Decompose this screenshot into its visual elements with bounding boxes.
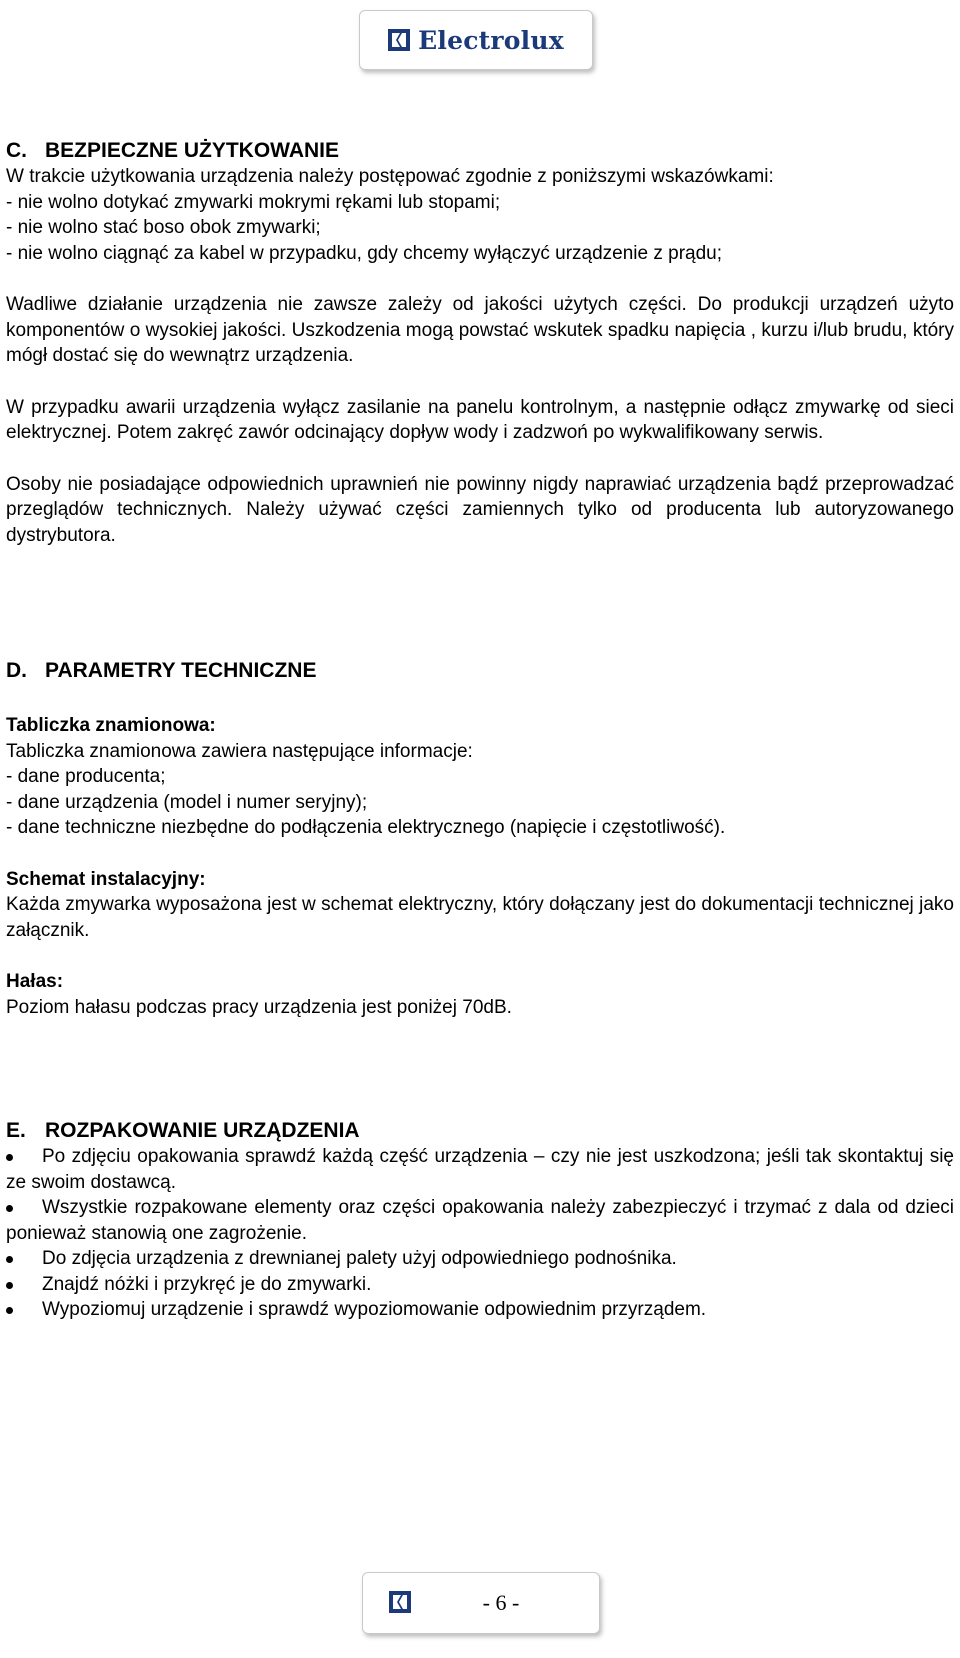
- noise-title: Hałas:: [6, 971, 64, 992]
- rule-item: - nie wolno stać boso obok zmywarki;: [6, 217, 321, 238]
- section-c-intro: W trakcie użytkowania urządzenia należy postępować zgodnie z poniższymi wskazówkami:: [6, 166, 774, 187]
- section-number: D.: [6, 659, 27, 682]
- plate-intro: Tabliczka znamionowa zawiera następujące informacje:: [6, 740, 473, 762]
- paragraph: Wadliwe działanie urządzenia nie zawsze zależy od jakości użytych części. Do produkcji urządzeń użyto komponentów o wysokiej jakości. Uszkodzenia mogą powstać wskutek spadku napięcia , kurzu i/lub brudu, który mógł dostać się do wewnątrz urządzenia.: [6, 294, 954, 366]
- list-item: Do zdjęcia urządzenia z drewnianej palety użyj odpowiedniego podnośnika.: [6, 1246, 954, 1272]
- noise-text: Poziom hałasu podczas pracy urządzenia jest poniżej 70dB.: [6, 996, 512, 1018]
- rule-item: - nie wolno ciągnąć za kabel w przypadku, gdy chcemy wyłączyć urządzenie z prądu;: [6, 242, 723, 264]
- section-d-heading: [6, 658, 954, 684]
- paragraph: W przypadku awarii urządzenia wyłącz zasilanie na panelu kontrolnym, a następnie odłącz zmywarkę od sieci elektrycznej. Potem zakręć zawór odcinający dopływ wody i zadzwoń po wykwalifikowany serwis.: [6, 396, 954, 443]
- section-e-heading: [6, 1118, 954, 1144]
- page-number: - 6 -: [482, 1590, 520, 1615]
- plate-item: - dane urządzenia (model i numer seryjny);: [6, 791, 368, 813]
- section-title: PARAMETRY TECHNICZNE: [45, 659, 317, 682]
- plate-item: - dane producenta;: [6, 766, 166, 787]
- bullet-icon: [6, 1154, 13, 1161]
- list-item: Po zdjęciu opakowania sprawdź każdą część urządzenia – czy nie jest uszkodzona; jeśli tak skontaktuj się ze swoim dostawcą.: [6, 1146, 954, 1193]
- bullet-icon: [6, 1256, 13, 1263]
- list-item: Wszystkie rozpakowane elementy oraz części opakowania należy zabezpieczyć i trzymać z dala od dzieci ponieważ stanowią one zagrożenie.: [6, 1197, 954, 1244]
- section-number: E.: [6, 1119, 26, 1142]
- list-item: Znajdź nóżki i przykręć je do zmywarki.: [6, 1272, 954, 1298]
- plate-title: Tabliczka znamionowa:: [6, 715, 216, 736]
- section-number: C.: [6, 139, 27, 162]
- rule-item: - nie wolno dotykać zmywarki mokrymi rękami lub stopami;: [6, 191, 501, 213]
- bullet-icon: [6, 1307, 13, 1314]
- bullet-icon: [6, 1282, 13, 1289]
- list-item: Wypoziomuj urządzenie i sprawdź wypoziomowanie odpowiednim przyrządem.: [6, 1297, 954, 1323]
- schema-text: Każda zmywarka wyposażona jest w schemat elektryczny, który dołączany jest do dokumentacji technicznej jako załącznik.: [6, 894, 954, 941]
- electrolux-logo-icon: [388, 29, 410, 51]
- footer-page-badge: [362, 1572, 600, 1634]
- plate-item: - dane techniczne niezbędne do podłączenia elektrycznego (napięcie i częstotliwość).: [6, 817, 726, 838]
- section-c-heading: [6, 138, 954, 164]
- bullet-icon: [6, 1205, 13, 1212]
- paragraph: Osoby nie posiadające odpowiednich uprawnień nie powinny nigdy naprawiać urządzenia bądź przeprowadzać przeglądów technicznych. Należy używać części zamiennych tylko od producenta lub autoryzowanego dystrybutora.: [6, 473, 954, 546]
- unpacking-list: [6, 1144, 954, 1323]
- page-content: [6, 138, 954, 1323]
- brand-name: Electrolux: [418, 25, 564, 55]
- section-title: ROZPAKOWANIE URZĄDZENIA: [45, 1119, 360, 1142]
- header-logo: [359, 10, 593, 70]
- schema-title: Schemat instalacyjny:: [6, 868, 206, 890]
- section-title: BEZPIECZNE UŻYTKOWANIE: [45, 139, 340, 162]
